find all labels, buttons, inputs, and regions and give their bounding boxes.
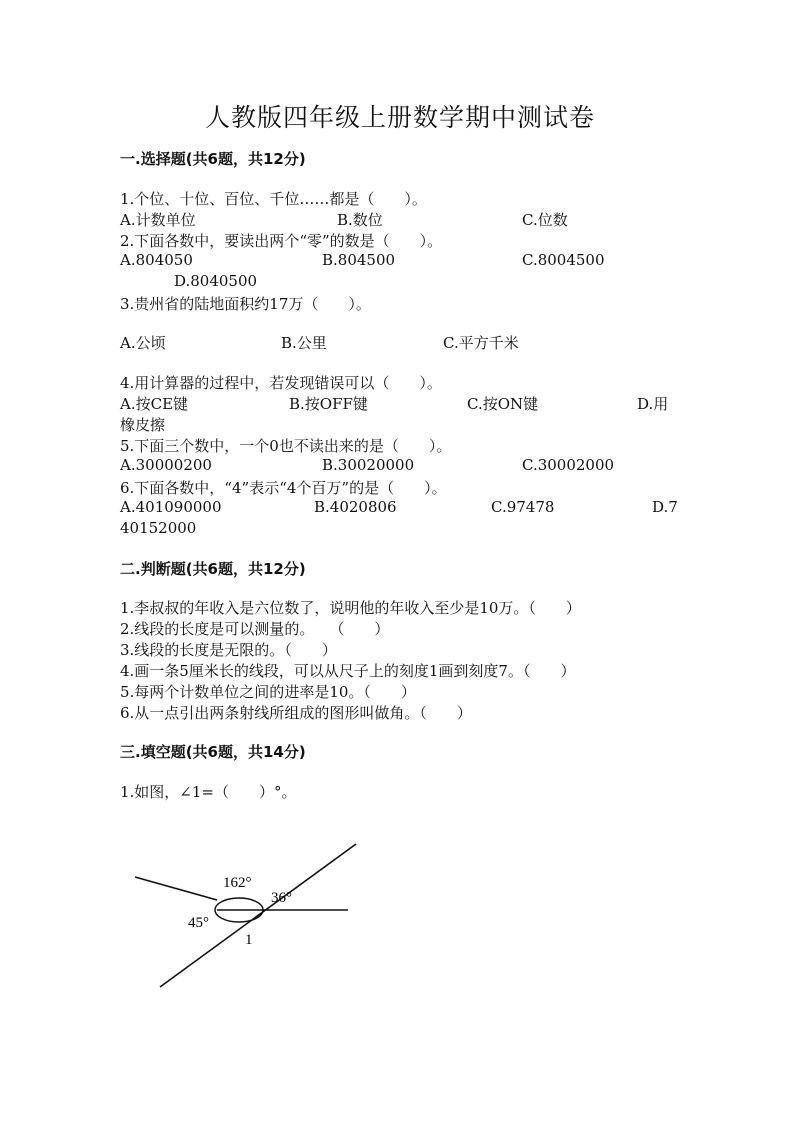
option-b[interactable]: B.4020806 [314,498,397,516]
page-title: 人教版四年级上册数学期中测试卷 [204,103,595,132]
option-c[interactable]: C.8004500 [522,251,605,269]
option-b[interactable]: B.804500 [322,251,396,269]
option-c[interactable]: C.位数 [522,211,568,229]
section-heading-judgement: 二.判断题(共6题，共12分) [120,560,306,578]
option-c[interactable]: C.97478 [491,498,555,516]
question-text: 3.线段的长度是无限的。（ ） [120,641,337,659]
option-c[interactable]: C.按ON键 [467,395,539,413]
question-text: 4.画一条5厘米长的线段，可以从尺子上的刻度1画到刻度7。（ ） [120,662,576,680]
option-a[interactable]: A.计数单位 [120,211,196,229]
question-text: 2.下面各数中，要读出两个“零”的数是（ ）。 [120,232,443,250]
section-heading-fill: 三.填空题(共6题，共14分) [120,743,306,761]
question-text: 3.贵州省的陆地面积约17万（ ）。 [120,295,371,313]
question-text: 6.下面各数中，“4”表示“4个百万”的是（ ）。 [120,479,447,497]
option-a[interactable]: A.公顷 [120,334,166,352]
option-d-continued: 40152000 [120,519,197,537]
option-b[interactable]: B.30020000 [322,456,415,474]
option-d[interactable]: D.8040500 [174,272,258,290]
option-a[interactable]: A.401090000 [120,498,222,516]
label-162: 162° [223,875,252,891]
question-text: 4.用计算器的过程中，若发现错误可以（ ）。 [120,374,442,392]
label-36: 36° [271,890,292,906]
angle-figure [120,835,360,995]
option-b[interactable]: B.公里 [281,334,327,352]
option-d[interactable]: D.用 [637,395,669,413]
question-text: 1.李叔叔的年收入是六位数了，说明他的年收入至少是10万。（ ） [120,599,581,617]
question-text: 1.个位、十位、百位、千位……都是（ ）。 [120,190,427,208]
question-text: 5.下面三个数中，一个0也不读出来的是（ ）。 [120,437,452,455]
section-heading-choice: 一.选择题(共6题，共12分) [120,150,306,168]
question-text: 1.如图，∠1=（ ）°。 [120,783,297,801]
option-d[interactable]: D.7 [652,498,678,516]
question-text: 6.从一点引出两条射线所组成的图形叫做角。（ ） [120,704,472,722]
label-45: 45° [188,915,209,931]
option-b[interactable]: B.数位 [337,211,383,229]
option-c[interactable]: C.30002000 [522,456,615,474]
option-a[interactable]: A.30000200 [120,456,212,474]
question-text: 2.线段的长度是可以测量的。 （ ） [120,620,390,638]
label-angle-1: 1 [245,932,253,948]
option-b[interactable]: B.按OFF键 [289,395,368,413]
question-text: 5.每两个计数单位之间的进率是10。（ ） [120,683,416,701]
option-a[interactable]: A.按CE键 [120,395,189,413]
option-c[interactable]: C.平方千米 [443,334,519,352]
option-a[interactable]: A.804050 [120,251,193,269]
ray-left [135,877,217,900]
option-d-continued: 橡皮擦 [120,416,166,434]
